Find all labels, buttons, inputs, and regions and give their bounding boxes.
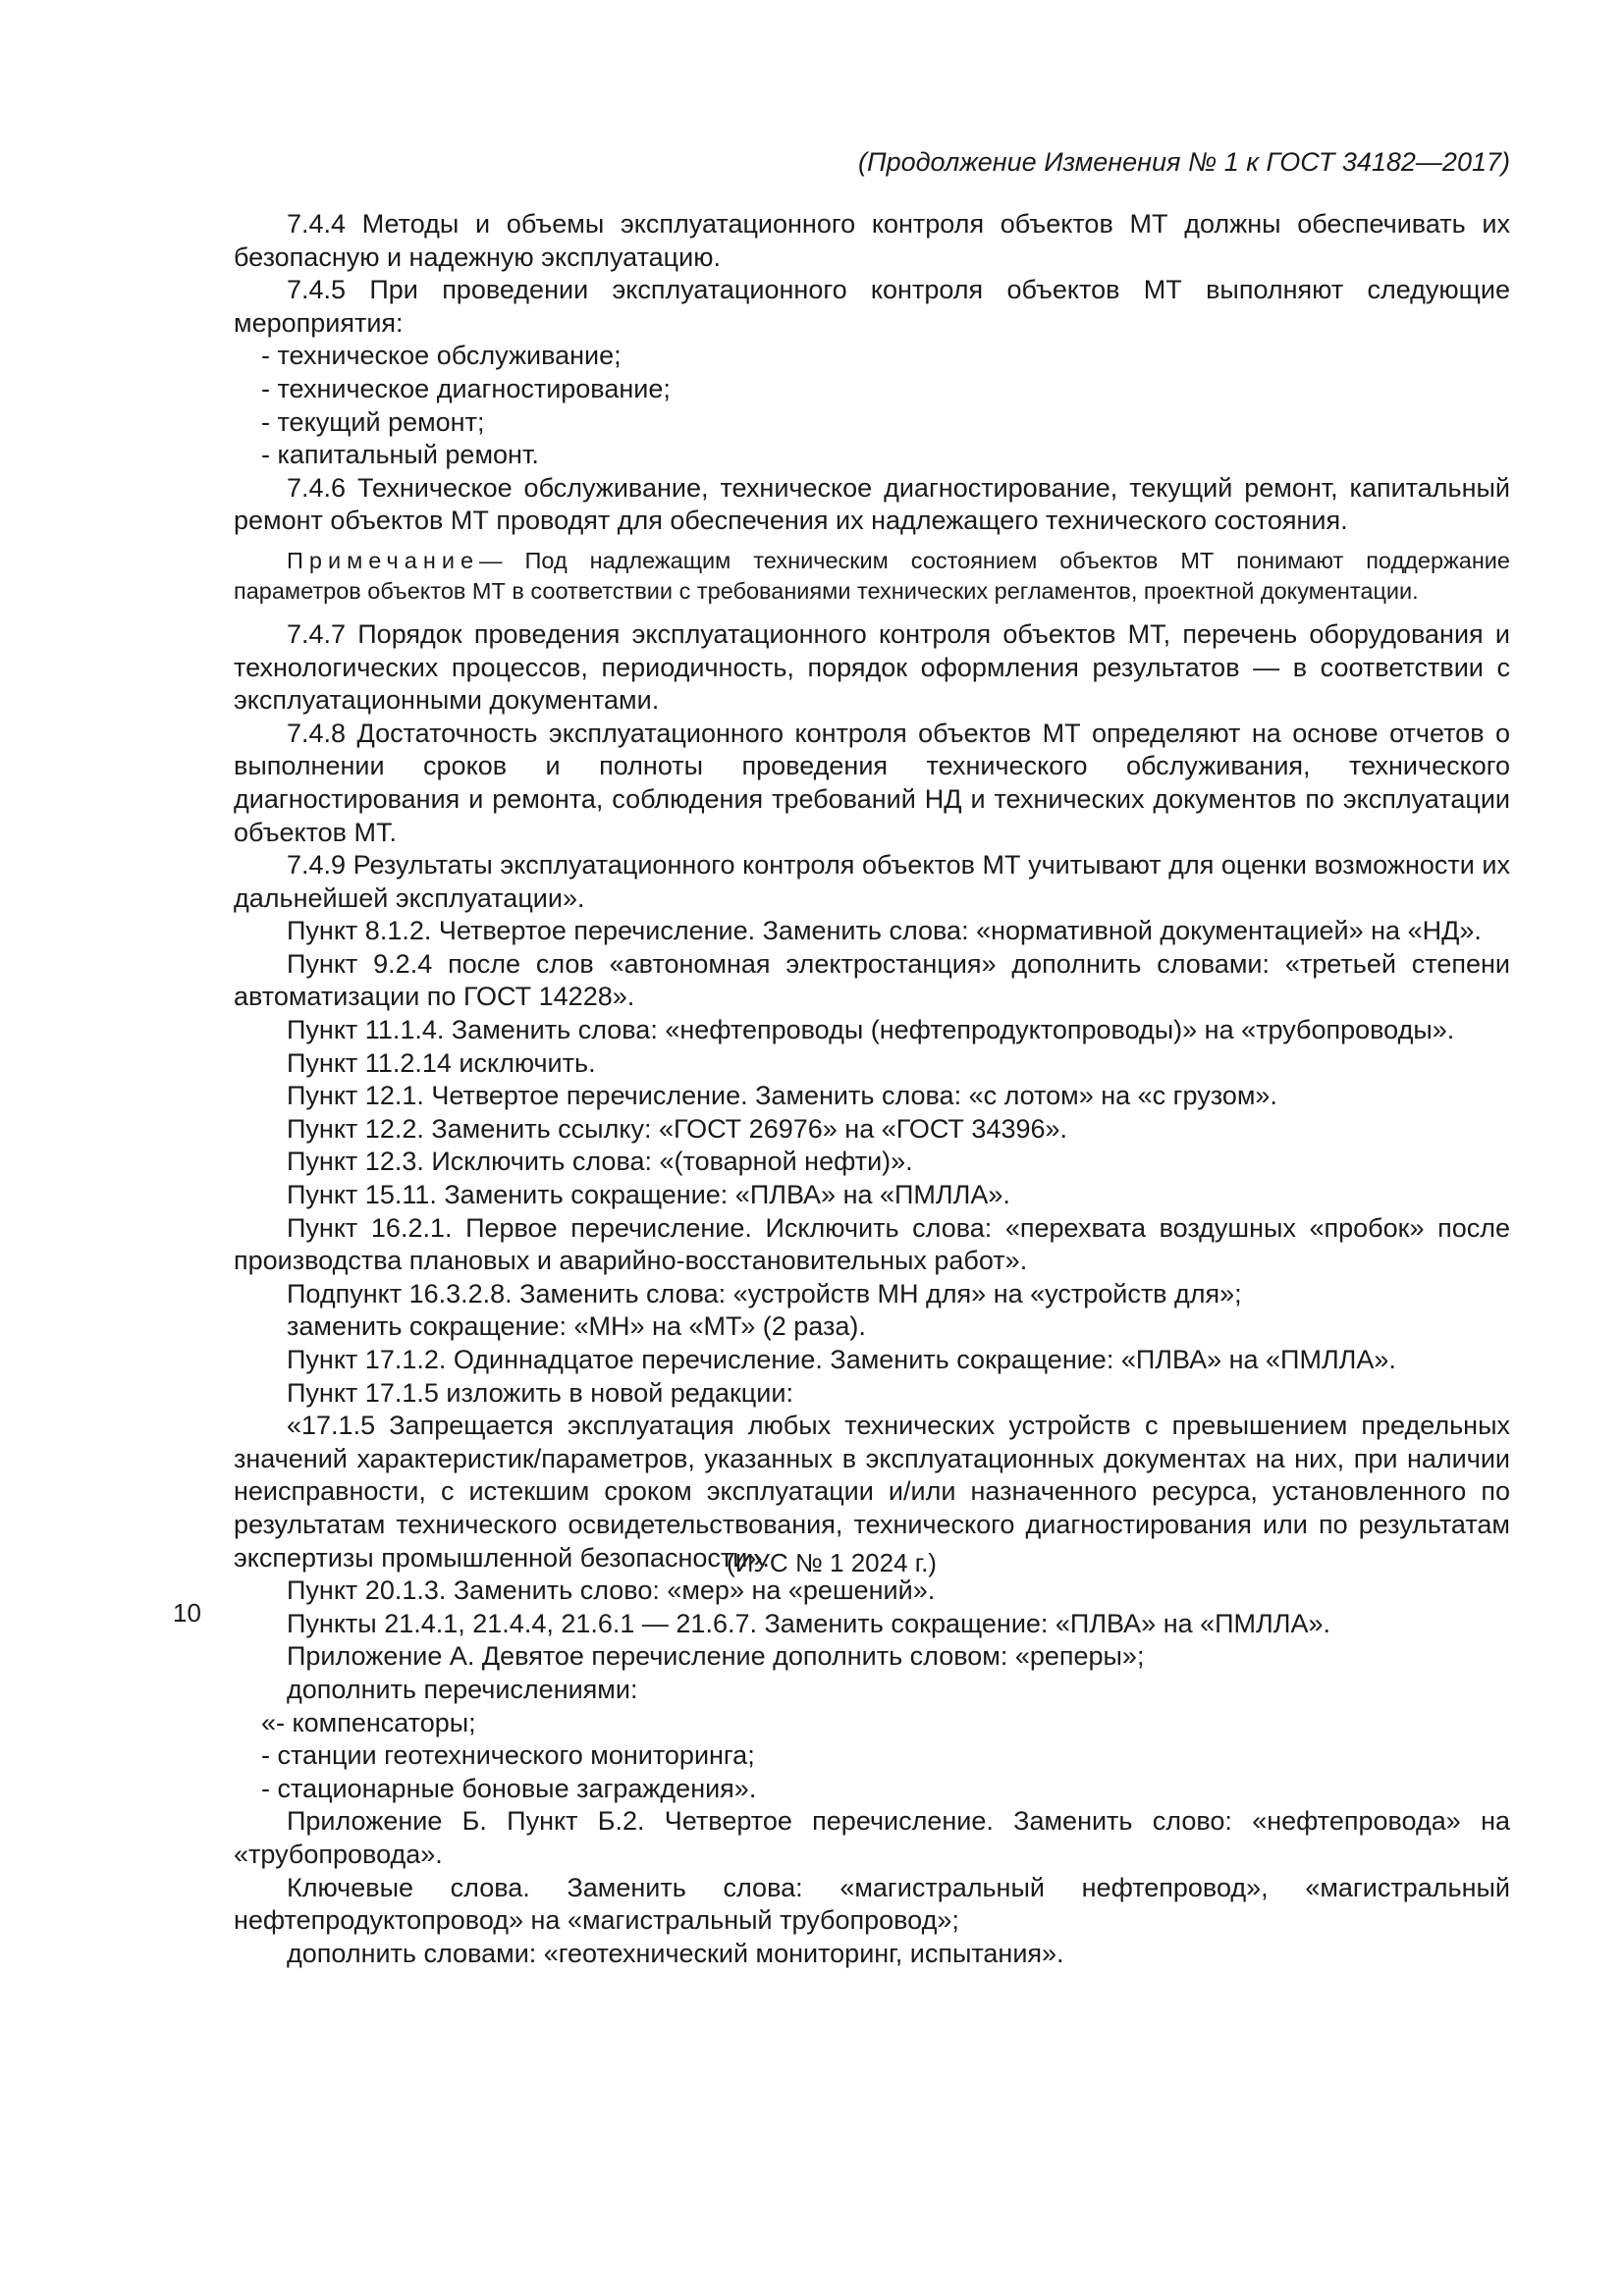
- text-paragraph: Пункт 8.1.2. Четвертое перечисление. Заменить слова: «нормативной документацией» на «НД».: [287, 916, 1482, 946]
- list-item: - станции геотехнического мониторинга;: [261, 1740, 755, 1771]
- text-paragraph: Ключевые слова. Заменить слова: «магистральный нефтепровод», «магистральный нефтепродуктопровод» на «магистральный трубопровод»;: [234, 1872, 1510, 1936]
- note-label: Примечание: [287, 547, 480, 573]
- text-paragraph: Приложение Б. Пункт Б.2. Четвертое перечисление. Заменить слово: «нефтепровода» на «трубопровода».: [234, 1806, 1510, 1869]
- text-paragraph: 7.4.5 При проведении эксплуатационного контроля объектов МТ выполняют следующие мероприятия:: [234, 275, 1510, 338]
- text-paragraph: дополнить словами: «геотехнический мониторинг, испытания».: [287, 1938, 1064, 1968]
- text-paragraph: Пункт 15.11. Заменить сокращение: «ПЛВА» на «ПМЛЛА».: [287, 1180, 1010, 1210]
- document-body: [234, 208, 1510, 1970]
- note-paragraph: [234, 546, 1510, 607]
- text-paragraph: 7.4.9 Результаты эксплуатационного контроля объектов МТ учитывают для оценки возможности их дальнейшей эксплуатации».: [234, 850, 1510, 913]
- list-item: - капитальный ремонт.: [261, 440, 539, 470]
- text-paragraph: дополнить перечислениями:: [287, 1674, 638, 1704]
- page-number: 10: [173, 1598, 201, 1628]
- text-paragraph: 7.4.8 Достаточность эксплуатационного контроля объектов МТ определяют на основе отчетов о выполнении сроков и полноты проведения технического обслуживания, технического диагностирования и ремонта, соблюдения требований НД и технических документов по эксплуатации объектов МТ.: [234, 718, 1510, 847]
- continuation-header: (Продолжение Изменения № 1 к ГОСТ 34182—2017): [858, 147, 1510, 177]
- text-paragraph: Пункт 17.1.2. Одиннадцатое перечисление. Заменить сокращение: «ПЛВА» на «ПМЛЛА».: [287, 1345, 1396, 1374]
- text-paragraph: 7.4.7 Порядок проведения эксплуатационного контроля объектов МТ, перечень оборудования и технологических процессов, периодичность, порядок оформления результатов — в соответствии с эксплуатационными документами.: [234, 618, 1510, 716]
- text-paragraph: 7.4.4 Методы и объемы эксплуатационного контроля объектов МТ должны обеспечивать их безопасную и надежную эксплуатацию.: [234, 209, 1510, 272]
- text-paragraph: Пункт 12.2. Заменить ссылку: «ГОСТ 26976» на «ГОСТ 34396».: [287, 1113, 1068, 1144]
- issue-reference: (ИУС № 1 2024 г.): [727, 1548, 937, 1577]
- text-paragraph: заменить сокращение: «МН» на «МТ» (2 раза).: [287, 1311, 866, 1342]
- text-paragraph: Пункт 17.1.5 изложить в новой редакции:: [287, 1377, 793, 1408]
- list-item: - техническое диагностирование;: [261, 373, 671, 403]
- text-paragraph: Пункты 21.4.1, 21.4.4, 21.6.1 — 21.6.7. Заменить сокращение: «ПЛВА» на «ПМЛЛА».: [287, 1608, 1331, 1638]
- list-item: - техническое обслуживание;: [261, 341, 622, 371]
- list-item: «- компенсаторы;: [261, 1707, 476, 1737]
- text-paragraph: Пункт 20.1.3. Заменить слово: «мер» на «решений».: [287, 1575, 936, 1606]
- text-paragraph: Подпункт 16.3.2.8. Заменить слова: «устройств МН для» на «устройств для»;: [287, 1278, 1242, 1308]
- text-paragraph: Пункт 9.2.4 после слов «автономная электростанция» дополнить словами: «третьей степени автоматизации по ГОСТ 14228».: [234, 948, 1510, 1012]
- text-paragraph: Пункт 12.1. Четвертое перечисление. Заменить слова: «с лотом» на «с грузом».: [287, 1081, 1277, 1111]
- list-item: - стационарные боновые заграждения».: [261, 1773, 757, 1803]
- text-paragraph: «17.1.5 Запрещается эксплуатация любых технических устройств с превышением предельных значений характеристик/параметров, указанных в эксплуатационных документах на них, при наличии неисправности, с истекшим сроком эксплуатации и/или назначенного ресурса, установленного по результатам технического освидетельствования, технического диагностирования или по результатам экспертизы промышленной безопасности».: [234, 1411, 1510, 1573]
- text-paragraph: Пункт 12.3. Исключить слова: «(товарной нефти)».: [287, 1147, 913, 1177]
- text-paragraph: Приложение А. Девятое перечисление дополнить словом: «реперы»;: [287, 1641, 1145, 1672]
- text-paragraph: Пункт 11.1.4. Заменить слова: «нефтепроводы (нефтепродуктопроводы)» на «трубопроводы».: [287, 1015, 1455, 1045]
- text-paragraph: Пункт 16.2.1. Первое перечисление. Исключить слова: «перехвата воздушных «пробок» после производства плановых и аварийно-восстановительных работ».: [234, 1212, 1510, 1276]
- text-paragraph: 7.4.6 Техническое обслуживание, техническое диагностирование, текущий ремонт, капитальный ремонт объектов МТ проводят для обеспечения их надлежащего технического состояния.: [234, 472, 1510, 536]
- text-paragraph: Пункт 11.2.14 исключить.: [287, 1047, 596, 1078]
- note-text: — Под надлежащим техническим состоянием объектов МТ понимают поддержание параметров объектов МТ в соответствии с требованиями технических регламентов, проектной документации.: [234, 547, 1510, 604]
- list-item: - текущий ремонт;: [261, 406, 485, 437]
